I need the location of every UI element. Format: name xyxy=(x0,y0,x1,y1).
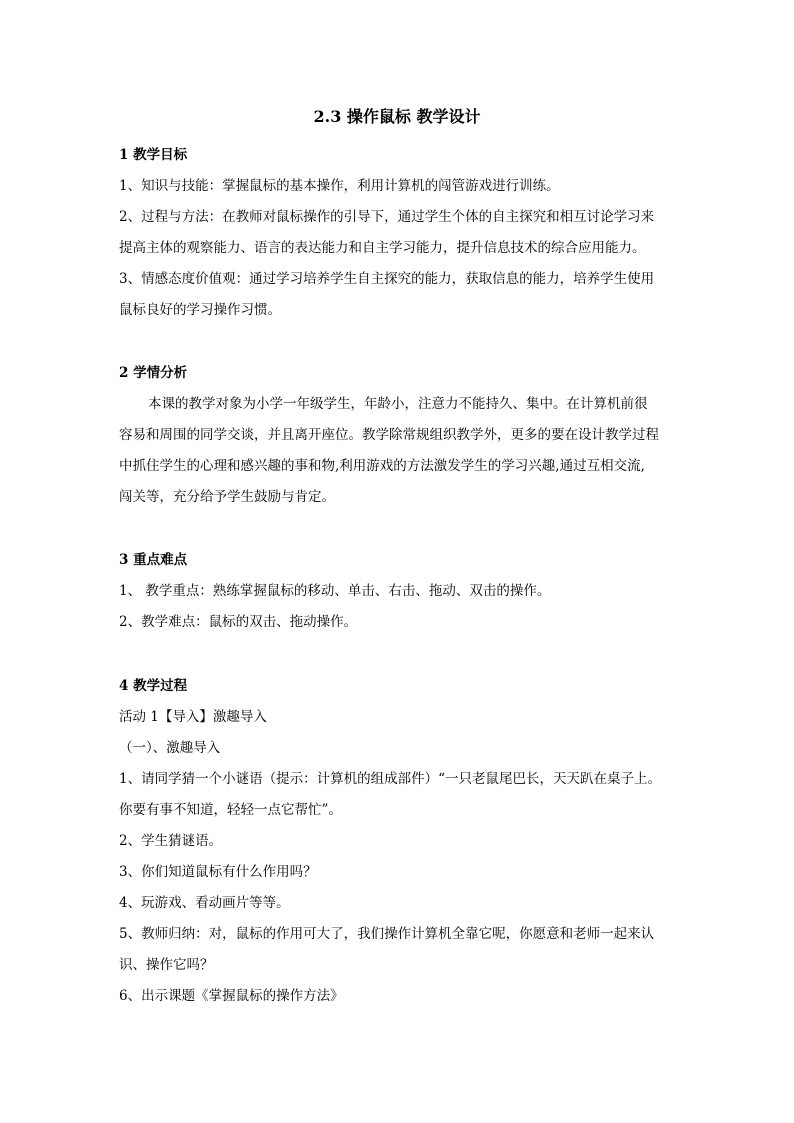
paragraph-line: 3、你们知道鼠标有什么作用吗？ xyxy=(119,864,317,880)
paragraph-line: 1、知识与技能：掌握鼠标的基本操作，利用计算机的闯管游戏进行训练。 xyxy=(119,178,560,194)
section-heading-process: 4 教学过程 xyxy=(119,678,188,694)
paragraph-line: 鼠标良好的学习操作习惯。 xyxy=(119,302,281,318)
paragraph-line: 1、请同学猜一个小谜语（提示：计算机的组成部件）“一只老鼠尾巴长，天天趴在桌子上。 xyxy=(119,771,661,787)
paragraph-line: 2、过程与方法：在教师对鼠标操作的引导下，通过学生个体的自主探究和相互讨论学习来 xyxy=(119,209,655,225)
paragraph-line: 2、教学难点：鼠标的双击、拖动操作。 xyxy=(119,614,358,630)
paragraph-line: 提高主体的观察能力、语言的表达能力和自主学习能力，提升信息技术的综合应用能力。 xyxy=(119,240,646,256)
paragraph-line: 6、出示课题《掌握鼠标的操作方法》 xyxy=(119,988,344,1004)
paragraph-line: 中抓住学生的心理和感兴趣的事和物,利用游戏的方法激发学生的学习兴趣,通过互相交流, xyxy=(119,458,645,474)
paragraph-line: 4、玩游戏、看动画片等等。 xyxy=(119,895,290,911)
section-heading-analysis: 2 学情分析 xyxy=(119,365,188,381)
paragraph-line: 1、 教学重点：熟练掌握鼠标的移动、单击、右击、拖动、双击的操作。 xyxy=(119,583,551,599)
paragraph-line: 闯关等，充分给予学生鼓励与肯定。 xyxy=(119,489,335,505)
document-title: 2.3 操作鼠标 教学设计 xyxy=(313,107,481,126)
paragraph-line: （一）、激趣导入 xyxy=(119,740,221,756)
section-heading-goals: 1 教学目标 xyxy=(119,147,188,163)
paragraph-line: 你要有事不知道，轻轻一点它帮忙”。 xyxy=(119,802,342,818)
paragraph-line: 本课的教学对象为小学一年级学生，年龄小，注意力不能持久、集中。在计算机前很 xyxy=(148,396,648,412)
paragraph-line: 活动 1【导入】激趣导入 xyxy=(119,709,267,725)
section-heading-key-points: 3 重点难点 xyxy=(119,552,188,568)
paragraph-line: 2、学生猜谜语。 xyxy=(119,833,223,849)
paragraph-line: 容易和周围的同学交谈，并且离开座位。教学除常规组织教学外，更多的要在设计教学过程 xyxy=(119,427,659,443)
paragraph-line: 3、情感态度价值观：通过学习培养学生自主探究的能力，获取信息的能力，培养学生使用 xyxy=(119,271,655,287)
paragraph-line: 5、教师归纳：对，鼠标的作用可大了，我们操作计算机全靠它呢，你愿意和老师一起来认 xyxy=(119,926,655,942)
paragraph-line: 识、操作它吗？ xyxy=(119,957,214,973)
